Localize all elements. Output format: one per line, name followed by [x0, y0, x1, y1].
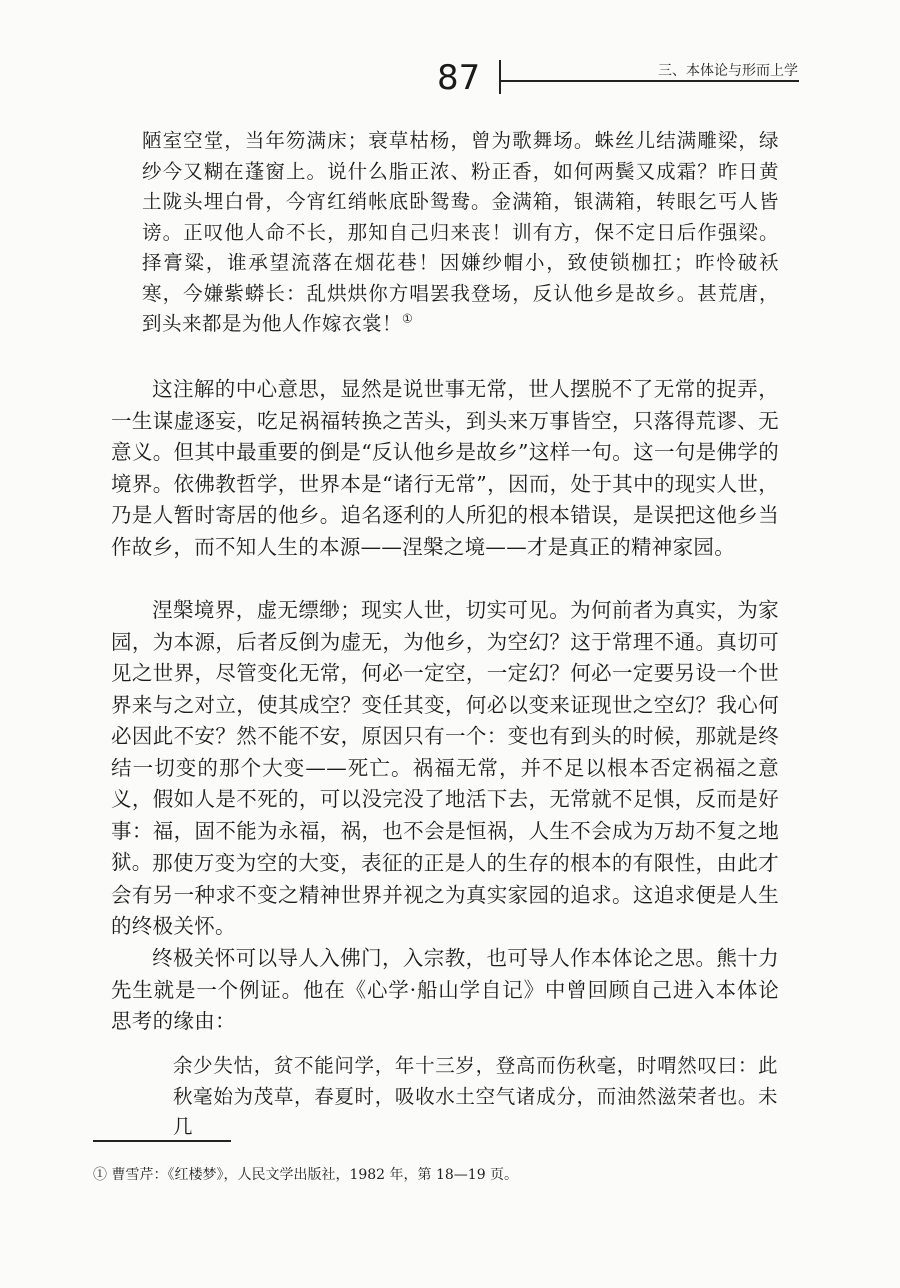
paragraph-3-text: 那使万变为空的大变，表征的正是人的生存的根本的有限性，由此才会有另一种求不变之精神世界并视之为真实家园的追求。这追求便是人生的终极关怀。 [111, 851, 779, 938]
paragraph-2-text: 涅槃境界，虚无缥缈；现实人世，切实可见。为何前者为真实，为家园，为本源，后者反倒为虚无，为他乡，为空幻？这于常理不通。真切可见之世界，尽管变化无常，何必一定空，一定幻？何必一定要另设一个世界来与之对立，使其成空？变任其变，何必以变来证现世之空幻？我心何必因此不安？然不能不安，原因只有一个：变也有到头的时候，那就是终结一切变的那个大变——死亡。祸福无常，并不足以根本否定祸福之意义，假如人是不死的，可以没完没了地活下去，无常就不足惧，反而是好事：福，固不能为永福，祸，也不会是恒祸，人生不会成为万劫不复之地狱。 [111, 598, 779, 874]
paragraph-1-text: 这注解的中心意思，显然是说世事无常，世人摆脱不了无常的捉弄，一生谋虚逐妄，吃足祸福转换之苦头，到头来万事皆空，只落得荒谬、无意义。但其中最重要的倒是“反认他乡是故乡”这样一句。这一句是佛学的境界。依佛教哲学，世界本是“诸行无常”，因而，处于其中的现实人世，乃是人暂时寄居的他乡。追名逐利的人所犯的根本错误，是误把这他乡当作故乡，而不知人生的本源——涅槃之境——才是真正的精神家园。 [111, 377, 779, 559]
footnote: ① 曹雪芹：《红楼梦》，人民文学出版社，1982 年，第 18—19 页。 [93, 1167, 519, 1183]
block-quote-xiong-shili-text: 余少失怙，贫不能问学，年十三岁，登高而伤秋毫，时喟然叹曰：此秋毫始为茂草，春夏时，吸收水土空气诸成分，而油然滋荣者也。未几 [173, 1054, 778, 1138]
block-quote-xiong-shili [173, 1051, 778, 1143]
running-head: 三、本体论与形而上学 [658, 63, 798, 79]
block-quote-poem-text: 陋室空堂，当年笏满床；衰草枯杨，曾为歌舞场。蛛丝儿结满雕梁，绿纱今又糊在蓬窗上。说什么脂正浓、粉正香，如何两鬓又成霜？昨日黄土陇头埋白骨，今宵红绡帐底卧鸳鸯。金满箱，银满箱，转眼乞丐人皆谤。正叹他人命不长，那知自己归来丧！训有方，保不定日后作强梁。择膏粱，谁承望流落在烟花巷！因嫌纱帽小，致使锁枷扛；昨怜破袄寒，今嫌紫蟒长：乱烘烘你方唱罢我登场，反认他乡是故乡。甚荒唐，到头来都是为他人作嫁衣裳！ [142, 129, 779, 335]
paragraph-2 [111, 595, 779, 879]
paragraph-3 [111, 848, 779, 943]
paragraph-1 [111, 374, 779, 563]
header-horizontal-rule [499, 80, 799, 82]
paragraph-4-text: 终极关怀可以导人入佛门，入宗教，也可导人作本体论之思。熊十力先生就是一个例证。他在《心学·船山学自记》中曾回顾自己进入本体论思考的缘由： [111, 946, 779, 1033]
footnote-reference-mark[interactable]: ① [402, 311, 414, 326]
paragraph-4 [111, 943, 779, 1038]
footnote-rule [93, 1140, 231, 1142]
page-number: 87 [437, 58, 481, 98]
block-quote-poem [142, 126, 779, 340]
header-vertical-rule [499, 60, 501, 94]
